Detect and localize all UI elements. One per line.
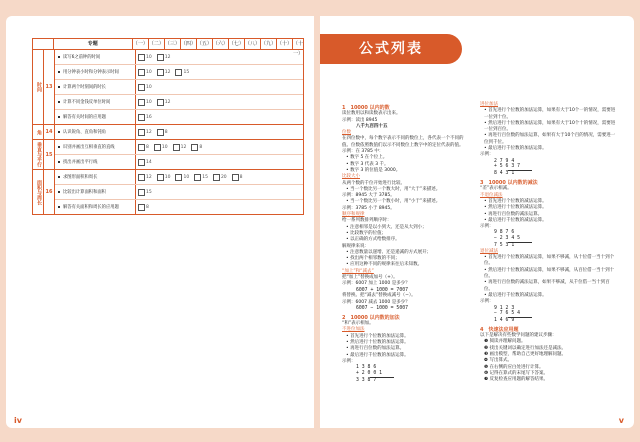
question-count: 8 [164,129,168,135]
bullet-line: • 然后进行十位数的加法运算，如果有大于10个十的情况，需要进一位到百位。 [484,120,616,133]
checkbox[interactable] [138,189,145,196]
text-line: 以下是解决有些数学问题的建议步骤： [480,333,557,339]
bullet-line: ❻ 记得在算式的末尾写下答案。 [484,370,548,376]
calc-row: 7 5 3 1 [494,243,515,249]
group-rows [55,50,303,124]
header-col-8: （八） [244,41,260,47]
bullet-line: • 最后进行千位数的加法运算。 [346,352,409,358]
text-line: 示例： [480,299,494,305]
calc-row: 3 3 8 7 [356,377,377,383]
table-row [55,95,303,110]
group-4 [33,170,303,214]
table-row [55,185,303,200]
text-line: 示例： [342,358,356,364]
question-count: 12 [146,129,152,135]
bullet-line: • 比较数字的位值； [346,230,387,236]
section-heading: 2 10000 以内数的加法 [342,314,400,321]
bullet-line: • 首先进行个位数的加法运算，如果有大于10个一的情况，需要进一位到十位。 [484,108,616,120]
text-line: “差”表示相减。 [480,186,512,192]
text-line: 从两个数的千位开始进行比较。 [342,180,405,186]
group-number: 13 [44,50,55,124]
question-count: 8 [146,204,149,210]
bullet-line: • 然后进行十位数的减法运算，如果不够减，从百位借一当十到十位。 [484,267,615,280]
sub-heading: 顺序和规律 [342,212,365,218]
score-boxes [136,200,303,214]
bullet-icon [58,116,60,118]
table-row [55,65,303,80]
group-rows [55,170,303,214]
skill-text: 识别并画出互相垂直的直线 [63,145,115,150]
group-name: 面积与周长 [33,170,44,214]
header-col-11: （十一） [292,41,303,57]
question-count: 15 [183,69,190,75]
table-body [33,50,303,214]
group-2 [33,125,303,140]
score-boxes [136,185,303,199]
question-count: 8 [199,144,203,150]
skill-item [55,80,136,94]
sub-heading: 不退位减法 [480,192,503,198]
question-count: 14 [146,159,152,165]
bullet-line: • 再进行百位数的减法运算，如果不够减，从千位借一当十到百位。 [484,280,610,292]
checkbox[interactable] [154,144,161,151]
score-boxes [136,50,303,64]
table-row [55,155,303,169]
bullet-line: • 首先进行个位数的加法运算。 [346,333,409,339]
banner-title: 公式列表 [320,34,462,64]
text-line: 读位数用以和读数表示出来。 [342,111,401,117]
question-count: 8 [146,144,149,150]
header-col-6: （六） [212,41,228,47]
skill-text: 解答有关面积和周长的应用题 [63,205,119,210]
skill-item [55,200,136,214]
group-name: 时间 [33,50,44,124]
bullet-icon [58,131,60,133]
sub-heading: 退位减法 [480,248,498,254]
equation: 6007 − 1000 = 5007 [356,306,408,311]
checkbox[interactable] [138,144,145,151]
score-boxes [136,155,303,169]
checkbox[interactable] [157,99,164,106]
question-count: 10 [146,54,152,60]
question-count: 10 [146,99,152,105]
skill-item [55,125,136,139]
text-line: 示例：读出 8945 [342,117,378,123]
bullet-line: • 最后进行千位数的减法运算。 [484,292,547,298]
table-row [55,125,303,139]
skill-text: 计算两个时刻间的时长 [63,85,106,90]
group-rows [55,140,303,169]
table-row [55,110,303,124]
checkbox[interactable] [138,204,145,211]
header-col-10: （十） [276,41,292,47]
checkbox[interactable] [173,144,180,151]
checkbox[interactable] [138,174,145,181]
progress-table [32,38,304,215]
formula-column-2 [480,102,616,384]
header-col-4: （四） [180,41,196,47]
bullet-line: • 再进行百位数的减法运算。 [484,211,543,217]
header-col-3: （三） [164,41,180,47]
question-count: 16 [146,114,152,120]
group-name: 角 [33,125,44,139]
score-boxes [136,170,303,184]
skill-item [55,95,136,109]
sub-heading: 比较大小 [342,174,360,180]
question-count: 12 [164,54,171,60]
checkbox[interactable] [138,159,145,166]
bullet-line: • 首先进行个位数的减法运算，如果不够减，从十位借一当十到个位。 [484,255,615,267]
bullet-line: • 然后进行十位数的加法运算。 [346,339,409,345]
text-line: 将替换。把“减去”替换成减号（−）。 [342,293,416,299]
bullet-line: • 首先进行个位数的减法运算。 [484,198,547,204]
bullet-line: • 最后进行千位数的减法运算。 [484,217,547,223]
question-count: 20 [220,174,227,180]
header-col-1: （一） [132,41,148,47]
bullet-icon [58,206,60,208]
score-boxes [136,140,303,154]
calc-row: 9 1 2 3 [494,305,515,311]
bullet-line: ❷ 找出关键词以确定进行加法还是减法。 [484,345,566,351]
calculation [356,365,472,383]
score-boxes [136,110,303,124]
section-heading: 1 10000 以内的数 [342,105,390,111]
question-count: 12 [146,174,152,180]
calc-row: + 2 0 0 1 [356,370,382,376]
bullet-line: ❸ 画出模型，帮助自己更好地理解问题。 [484,352,566,358]
score-boxes [136,80,303,94]
checkbox[interactable] [138,114,145,121]
calculation [494,159,616,177]
calc-row: 9 8 7 6 [494,230,515,236]
calc-row: − 2 3 4 5 [494,236,520,242]
checkbox[interactable] [157,54,164,61]
bullet-line: • 再进行百位数的加法运算，如果有大于10个百的情况，需要进一位到千位。 [484,133,616,145]
group-3 [33,140,303,170]
skill-text: 解答有关时间的应用题 [63,115,106,120]
header-col-9: （九） [260,41,276,47]
text-line: 给一系列数排列顺序时： [342,218,392,224]
bullet-line: • 数字 3 代表 3 千。 [346,161,389,167]
left-page [6,16,314,428]
header-col-5: （五） [196,41,212,47]
group-number: 16 [44,170,55,214]
bullet-line: • 注意数量以递增、还是递减的方式展开； [346,249,432,255]
bullet-icon [58,176,60,178]
bullet-icon [58,56,60,58]
bullet-line: • 应用这种不同的规律来往后未知数。 [346,262,423,268]
skill-text: 认识锐角、直角和钝角 [63,130,106,135]
table-row [55,50,303,65]
question-count: 12 [180,144,187,150]
skill-text: 计算不同金钱反单位时间 [63,100,111,105]
calculation [494,306,616,324]
checkbox[interactable] [138,129,145,136]
section-heading: 4 快速法应用题 [480,326,519,333]
bullet-line: • 数字 5 在个位上。 [346,155,388,161]
checkbox[interactable] [232,174,239,181]
equation: 6007 + 1000 = 7007 [356,287,408,293]
text-line: 示例：3785 小于 8945。 [342,205,395,211]
bullet-line: • 注意相邻是以小到大、还是从大到小； [346,224,427,230]
header-title: 专题 [54,39,133,49]
checkbox[interactable] [138,99,145,106]
formula-column-1 [342,102,472,384]
calculation [494,230,616,248]
question-count: 10 [164,174,171,180]
question-count: 8 [239,174,243,180]
skill-text: 求图形面积和周长 [63,175,98,180]
group-number: 15 [44,140,55,169]
header-col-7: （七） [228,41,244,47]
text-line: 示例： [480,224,494,230]
skill-item [55,140,136,154]
page-number-left: iv [14,416,22,425]
skill-text: 用分钟表小时和分钟表示时间 [63,70,119,75]
bullet-line: • 再进行百位数的加法运算。 [346,346,405,352]
skill-text: 找出并画出平行线 [63,160,98,165]
skill-item [55,110,136,124]
skill-item [55,50,136,64]
group-number: 14 [44,125,55,139]
skill-text: 读写6之前钟的时间 [63,55,101,60]
question-count: 10 [146,69,152,75]
bullet-icon [58,146,60,148]
group-name: 垂直与平行 [33,140,44,169]
text-line: 示例： [480,152,494,158]
score-boxes [136,65,303,79]
group-rows [55,125,303,139]
score-boxes [136,125,303,139]
page-number-right: v [618,416,624,425]
section-heading: 3 10000 以内数的减法 [480,180,538,187]
text-line: 示例：6007 加上 1000 是多少？ [342,281,410,287]
question-count: 12 [164,99,171,105]
text-line: 在四位数中，每个数字表示不同的数位上，各代表一个不同的值。位数依照数值们以示不同数位上数字中的定位代表的值。 [342,136,464,148]
table-row [55,80,303,95]
bullet-icon [58,86,60,88]
bullet-line: ❺ 在右侧的应白处进行计算。 [484,364,544,370]
calc-row: 8 4 3 1 [494,171,515,177]
checkbox[interactable] [213,174,220,181]
bullet-line: • 当一个数比另一个数大时，用“大于”来描述。 [346,186,441,192]
question-count: 12 [164,69,171,75]
bullet-icon [58,161,60,163]
example-answer: 八千九百四十五 [356,123,388,129]
sub-heading: 不进位加法 [342,327,365,333]
checkbox[interactable] [157,69,164,76]
checkbox[interactable] [191,144,198,151]
bullet-line: • 然后进行十位数的减法运算。 [484,205,547,211]
skill-item [55,170,136,184]
question-count: 15 [146,189,152,195]
checkbox[interactable] [175,69,182,76]
calc-row: − 7 6 5 4 [494,311,520,317]
checkbox[interactable] [175,174,182,181]
calc-row: 2 7 9 4 [494,158,515,164]
text-line: 示例：在 3785 中： [342,149,384,155]
checkbox[interactable] [138,69,145,76]
bullet-line: ❼ 反复检查应用题的解答结果。 [484,377,548,383]
bullet-line: • 找出两个相邻数的不同； [346,256,400,262]
score-boxes [136,95,303,109]
skill-text: 比较出计算面积和面积 [63,190,106,195]
group-1 [33,50,303,125]
header-col-2: （二） [148,41,164,47]
question-count: 10 [146,84,152,90]
bullet-icon [58,101,60,103]
question-count: 10 [183,174,190,180]
checkbox[interactable] [194,174,201,181]
calc-row: 1 4 6 9 [494,318,515,324]
question-count: 15 [202,174,208,180]
bullet-line: • 当一个数比另一个数小时，用“小于”来描述。 [346,199,441,205]
text-line: 把“加上”替换成加号（+）。 [342,275,398,281]
sub-heading: 位数 [342,130,351,136]
checkbox[interactable] [138,84,145,91]
skill-item [55,65,136,79]
calc-row: 1 3 8 6 [356,365,377,371]
skill-item [55,185,136,199]
text-line: 示例：6007 减去 1000 是多少？ [342,299,410,305]
bullet-icon [58,191,60,193]
table-row [55,140,303,155]
checkbox[interactable] [138,54,145,61]
sub-heading: 进位加法 [480,102,498,107]
checkbox[interactable] [157,174,164,181]
table-row [55,200,303,214]
table-row [55,170,303,185]
skill-item [55,155,136,169]
bullet-line: ❶ 阅读并理解问题。 [484,339,526,345]
calc-row: + 5 6 3 7 [494,164,520,170]
bullet-line: • 以正确的方式给数排序。 [346,237,400,243]
bullet-icon [58,71,60,73]
bullet-line: • 数字 3 的位值是 3000。 [346,167,401,173]
checkbox[interactable] [157,129,164,136]
text-line: 示例：8945 大于 3785。 [342,193,395,199]
bullet-line: ❹ 写出算式。 [484,358,512,364]
text-line: “和”表示相加。 [342,321,374,327]
bullet-line: • 最后进行千位数的加法运算。 [484,146,547,152]
right-page [320,16,634,428]
question-count: 10 [161,144,168,150]
text-line: 解规律来说： [342,243,369,249]
sub-heading: “加上”和“减去” [342,268,374,274]
